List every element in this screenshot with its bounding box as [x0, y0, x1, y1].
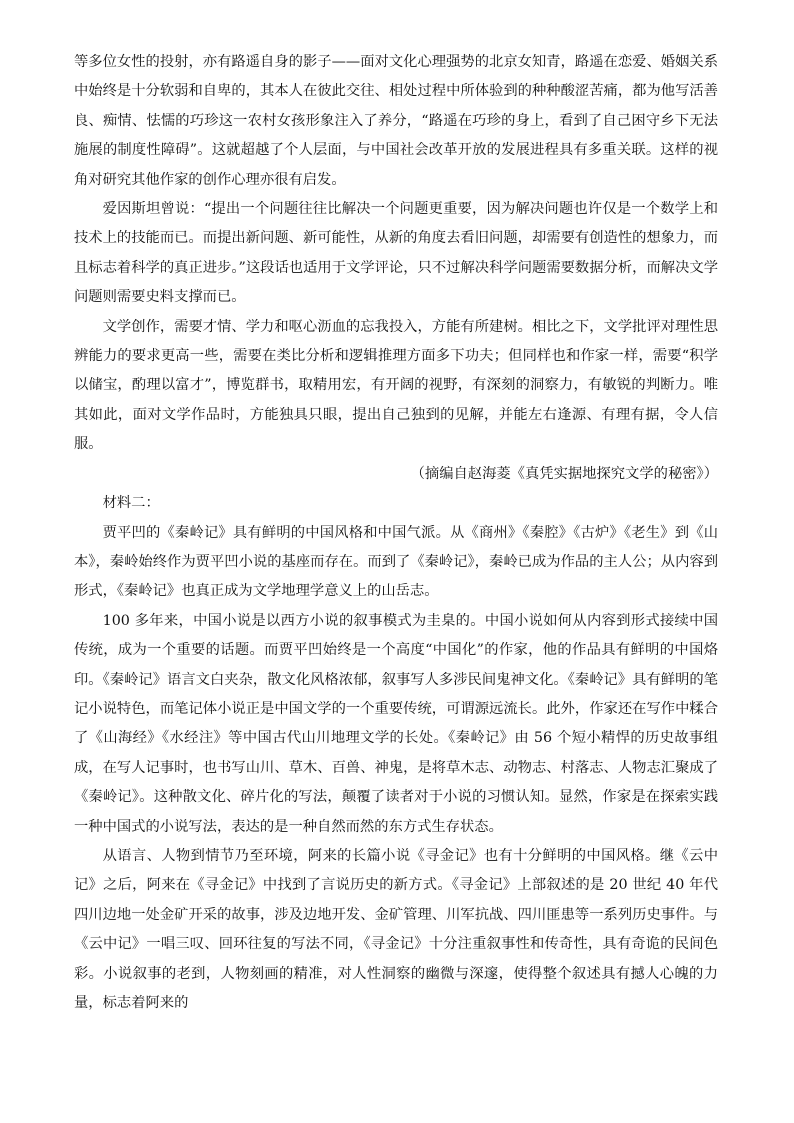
material-one-source: （摘编自赵海菱《真凭实据地探究文学的秘密》）: [410, 465, 718, 482]
xunjinji-paragraph: 从语言、人物到情节乃至环境，阿来的长篇小说《寻金记》也有十分鲜明的中国风格。继《云中记》之后，阿来在《寻金记》中找到了言说历史的新方式。《寻金记》上部叙述的是 20 世纪 40 年代四川边地一处金矿开采的故事，涉及边地开发、金矿管理、川军抗战、四川匪患等一系列历史事件。与《云中记》一唱三叹、回环往复的写法不同，《寻金记》十分注重叙事性和传奇性，具有奇诡的民间色彩。小说叙事的老到，人物刻画的精准，对人性洞察的幽微与深邃，使得整个叙述具有撼人心魄的力量，标志着阿来的: [74, 847, 718, 1011]
document-page: [74, 48, 718, 1018]
chinese-novel-paragraph: 100 多年来，中国小说是以西方小说的叙事模式为圭臬的。中国小说如何从内容到形式接续中国传统，成为一个重要的话题。而贾平凹始终是一个高度“中国化”的作家，他的作品具有鲜明的中国烙印。《秦岭记》语言文白夹杂，散文化风格浓郁，叙事写人多涉民间鬼神文化。《秦岭记》具有鲜明的笔记小说特色，而笔记体小说正是中国文学的一个重要传统，可谓源远流长。此外，作家还在写作中糅合了《山海经》《水经注》等中国古代山川地理文学的长处。《秦岭记》由 56 个短小精悍的历史故事组成，在写人记事时，也书写山川、草木、百兽、神鬼，是将草木志、动物志、村落志、人物志汇聚成了《秦岭记》。这种散文化、碎片化的写法，颠覆了读者对于小说的习惯认知。显然，作家是在探索实践一种中国式的小说写法，表达的是一种自然而然的东方式生存状态。: [74, 612, 718, 835]
material-two-heading: 材料二：: [102, 495, 160, 512]
qinling-paragraph: 贾平凹的《秦岭记》具有鲜明的中国风格和中国气派。从《商州》《秦腔》《古炉》《老生》到《山本》，秦岭始终作为贾平凹小说的基座而存在。而到了《秦岭记》，秦岭已成为作品的主人公；从内容到形式，《秦岭记》也真正成为文学地理学意义上的山岳志。: [74, 524, 718, 600]
literary-creation-paragraph: 文学创作，需要才情、学力和呕心沥血的忘我投入，方能有所建树。相比之下，文学批评对理性思辨能力的要求更高一些，需要在类比分析和逻辑推理方面多下功夫；但同样也和作家一样，需要“积学以储宝，酌理以富才”，博览群书，取精用宏，有开阔的视野，有深刻的洞察力，有敏锐的判断力。唯其如此，面对文学作品时，方能独具只眼，提出自己独到的见解，并能左右逢源、有理有据，令人信服。: [74, 318, 718, 453]
einstein-paragraph: 爱因斯坦曾说：“提出一个问题往往比解决一个问题更重要，因为解决问题也许仅是一个数学上和技术上的技能而已。而提出新问题、新可能性，从新的角度去看旧问题，却需要有创造性的想象力，而且标志着科学的真正进步。”这段话也适用于文学评论，只不过解决科学问题需要数据分析，而解决文学问题则需要史料支撑而已。: [74, 201, 718, 306]
material-one-continuation: 等多位女性的投射，亦有路遥自身的影子——面对文化心理强势的北京女知青，路遥在恋爱、婚姻关系中始终是十分软弱和自卑的，其本人在彼此交往、相处过程中所体验到的种种酸涩苦痛，都为他写活善良、痴情、怯懦的巧珍这一农村女孩形象注入了养分，“路遥在巧珍的身上，看到了自己困守乡下无法施展的制度性障碍”。这就超越了个人层面，与中国社会改革开放的发展进程具有多重关联。这样的视角对研究其他作家的创作心理亦很有启发。: [74, 54, 718, 188]
